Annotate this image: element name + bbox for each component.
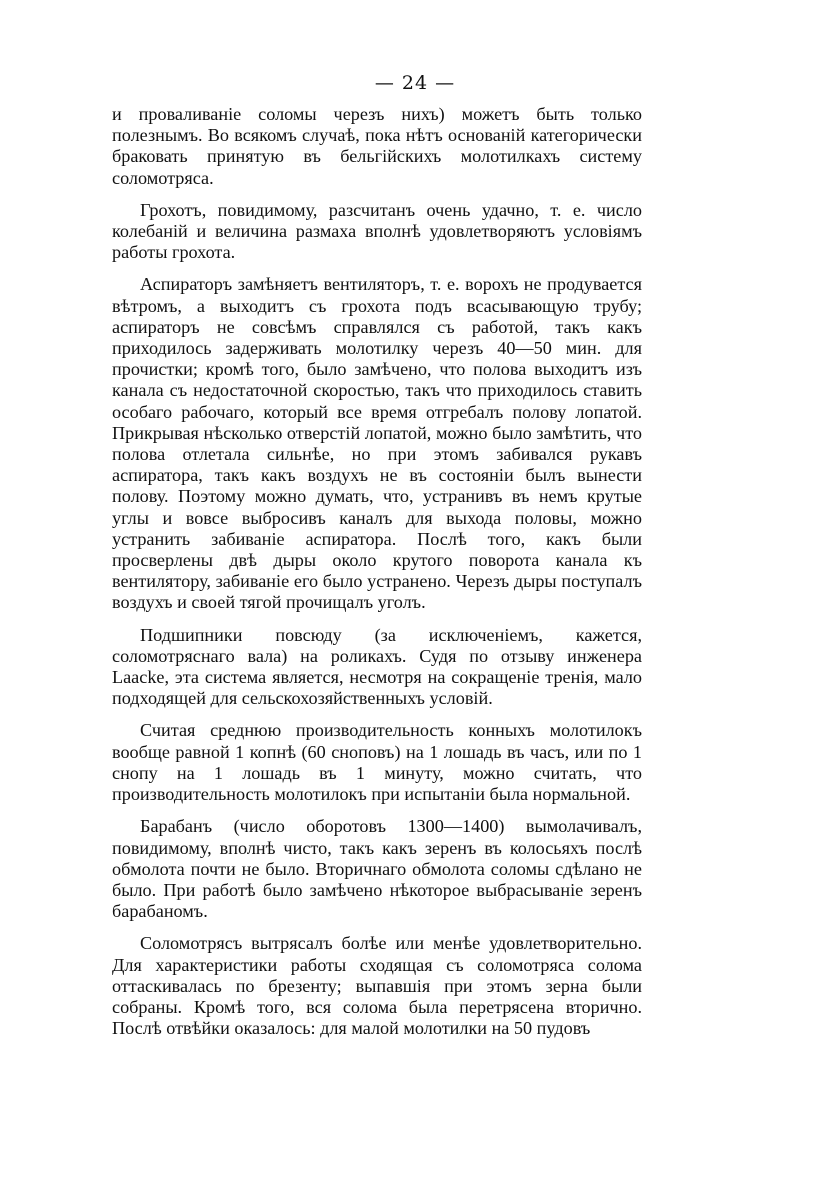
- body-text: [112, 104, 642, 1039]
- paragraph-5: Считая среднюю производительность конныхъ молотилокъ вообще равной 1 копнѣ (60 сноповъ) на 1 лошадь въ часъ, или по 1 снопу на 1 лошадь въ 1 минуту, можно считать, что производительность молотилокъ при испытаніи была нормальной.: [112, 720, 642, 805]
- paragraph-6: Барабанъ (число оборотовъ 1300—1400) вымолачивалъ, повидимому, вполнѣ чисто, такъ какъ зеренъ въ колосьяхъ послѣ обмолота почти не было. Вторичнаго обмолота соломы сдѣлано не было. При работѣ было замѣчено нѣкоторое выбрасываніе зеренъ барабаномъ.: [112, 816, 642, 922]
- paragraph-7: Соломотрясъ вытрясалъ болѣе или менѣе удовлетворительно. Для характеристики работы сходящая съ соломотряса солома оттаскивалась по брезенту; выпавшія при этомъ зерна были собраны. Кромѣ того, вся солома была перетрясена вторично. Послѣ отвѣйки оказалось: для малой молотилки на 50 пудовъ: [112, 933, 642, 1039]
- paragraph-1: и проваливаніе соломы черезъ нихъ) можетъ быть только полезнымъ. Во всякомъ случаѣ, пока нѣтъ основаній категорически браковать принятую въ бельгійскихъ молотилкахъ систему соломотряса.: [112, 104, 642, 188]
- paragraph-4: Подшипники повсюду (за исключеніемъ, кажется, соломотряснаго вала) на роликахъ. Судя по отзыву инженера Laacke, эта система является, несмотря на сокращеніе тренія, мало подходящей для сельскохозяйственныхъ условій.: [112, 624, 642, 709]
- paragraph-2: Грохотъ, повидимому, разсчитанъ очень удачно, т. е. число колебаній и величина размаха вполнѣ удовлетворяютъ условіямъ работы грохота.: [112, 199, 642, 263]
- page-number: — 24 —: [374, 72, 456, 94]
- paragraph-3: Аспираторъ замѣняетъ вентиляторъ, т. е. ворохъ не продувается вѣтромъ, а выходитъ съ грохота подъ всасывающую трубу; аспираторъ не совсѣмъ справлялся съ работой, такъ какъ приходилось задерживать молотилку черезъ 40—50 мин. для прочистки; кромѣ того, было замѣчено, что полова выходитъ изъ канала съ недостаточной скоростью, такъ что приходилось ставить особаго рабочаго, который все время отгребалъ полову лопатой. Прикрывая нѣсколько отверстій лопатой, можно было замѣтить, что полова отлетала сильнѣе, но при этомъ забивался рукавъ аспиратора, такъ какъ воздухъ не въ состояніи былъ вынести полову. Поэтому можно думать, что, устранивъ въ немъ крутые углы и вовсе выбросивъ каналъ для выхода половы, можно устранить забиваніе аспиратора. Послѣ того, какъ были просверлены двѣ дыры около крутого поворота канала къ вентилятору, забиваніе его было устранено. Черезъ дыры поступалъ воздухъ и своей тягой прочищалъ уголъ.: [112, 274, 642, 613]
